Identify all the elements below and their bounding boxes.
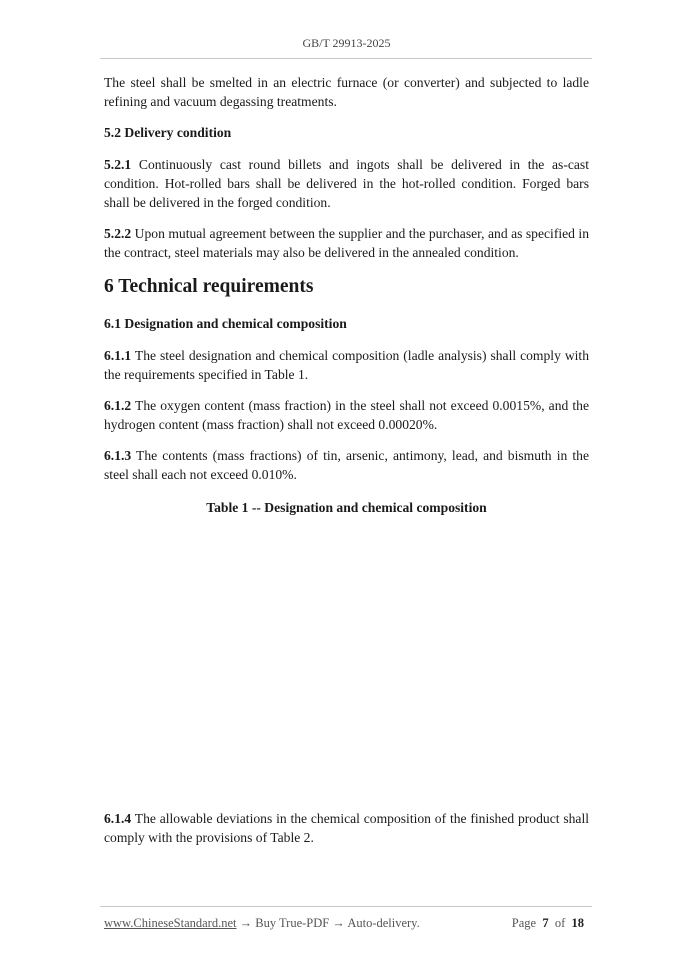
clause-number: 6.1.3 [104, 448, 132, 463]
clause-number: 6.1.1 [104, 348, 132, 363]
site-link[interactable]: www.ChineseStandard.net [104, 916, 237, 930]
current-page: 7 [542, 916, 549, 930]
auto-delivery-text: Auto-delivery. [347, 916, 420, 930]
paragraph-6-1-3 [104, 446, 589, 484]
arrow-right-icon: → [329, 916, 348, 930]
lower-content [104, 809, 589, 859]
paragraph-5-2-2 [104, 224, 589, 262]
paragraph-smelting: The steel shall be smelted in an electric furnace (or converter) and subjected to ladle refining and vacuum degassing treatments. [104, 75, 589, 109]
buy-pdf-link[interactable]: Buy True-PDF [255, 916, 330, 930]
clause-number: 5.2.1 [104, 157, 132, 172]
heading-6: 6 Technical requirements [104, 276, 314, 297]
page-number [512, 916, 584, 931]
heading-5-2: 5.2 Delivery condition [104, 125, 232, 140]
page-label: Page [511, 916, 537, 930]
clause-number: 5.2.2 [104, 226, 132, 241]
running-header: GB/T 29913-2025 [302, 36, 391, 50]
header-rule [100, 58, 592, 59]
clause-text: The steel designation and chemical composition (ladle analysis) shall comply with the requirements specified in Table 1. [104, 348, 589, 382]
page-content [104, 73, 589, 517]
heading-6-1: 6.1 Designation and chemical composition [104, 316, 347, 331]
clause-number: 6.1.2 [104, 398, 132, 413]
paragraph-6-1-1 [104, 346, 589, 384]
footer-rule [100, 906, 592, 907]
clause-text: The oxygen content (mass fraction) in the steel shall not exceed 0.0015%, and the hydrogen content (mass fraction) shall not exceed 0.00020%. [104, 398, 589, 432]
clause-text: The contents (mass fractions) of tin, arsenic, antimony, lead, and bismuth in the steel shall each not exceed 0.010%. [104, 448, 589, 482]
clause-text: The allowable deviations in the chemical composition of the finished product shall comply with the provisions of Table 2. [104, 811, 589, 845]
paragraph-6-1-4 [104, 809, 589, 847]
clause-number: 6.1.4 [104, 811, 132, 826]
table-1-caption: Table 1 -- Designation and chemical composition [206, 500, 487, 515]
footer-links [104, 916, 420, 931]
paragraph-6-1-2 [104, 396, 589, 434]
clause-text: Continuously cast round billets and ingots shall be delivered in the as-cast condition. Hot-rolled bars shall be delivered in the hot-rolled condition. Forged bars shall be delivered in the forged condition. [104, 157, 589, 210]
of-label: of [554, 916, 566, 930]
paragraph-5-2-1 [104, 155, 589, 212]
arrow-right-icon: → [236, 916, 256, 930]
total-pages: 18 [571, 916, 584, 930]
clause-text: Upon mutual agreement between the supplier and the purchaser, and as specified in the contract, steel materials may also be delivered in the annealed condition. [104, 226, 589, 260]
